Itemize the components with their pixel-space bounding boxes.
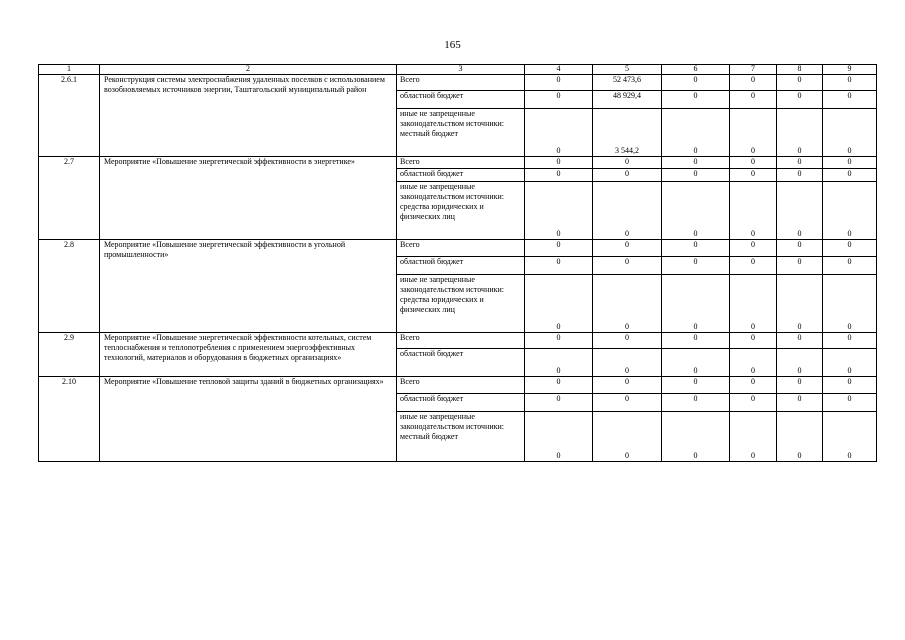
- column-header: 9: [823, 65, 877, 75]
- budget-table: [38, 64, 877, 462]
- funding-source: областной бюджет: [397, 394, 525, 412]
- value-cell: 0: [593, 333, 662, 349]
- value-cell: 0: [777, 412, 823, 462]
- value-cell: 0: [525, 157, 593, 169]
- value-cell: 0: [662, 109, 730, 157]
- column-header: 5: [593, 65, 662, 75]
- value-cell: 0: [823, 240, 877, 257]
- value-cell: 0: [593, 394, 662, 412]
- item-code: 2.10: [39, 377, 100, 462]
- value-cell: 0: [777, 377, 823, 394]
- value-cell: 0: [525, 349, 593, 377]
- value-cell: 0: [593, 377, 662, 394]
- value-cell: 0: [525, 257, 593, 275]
- value-cell: 48 929,4: [593, 91, 662, 109]
- item-title: Мероприятие «Повышение энергетической эффективности котельных, систем теплоснабжения и теплопотребления с применением энергоэффективных технологий, материалов и оборудования в бюджетных организациях»: [100, 333, 397, 377]
- value-cell: 0: [823, 257, 877, 275]
- value-cell: 0: [823, 275, 877, 333]
- item-code: 2.9: [39, 333, 100, 377]
- value-cell: 0: [593, 275, 662, 333]
- value-cell: 0: [662, 240, 730, 257]
- funding-source: Всего: [397, 377, 525, 394]
- value-cell: 0: [823, 75, 877, 91]
- funding-source: областной бюджет: [397, 91, 525, 109]
- value-cell: 0: [593, 412, 662, 462]
- table-row: [39, 377, 877, 394]
- item-title: Мероприятие «Повышение тепловой защиты зданий в бюджетных организациях»: [100, 377, 397, 462]
- value-cell: 0: [823, 377, 877, 394]
- value-cell: 0: [662, 275, 730, 333]
- value-cell: 0: [823, 91, 877, 109]
- value-cell: 0: [730, 157, 777, 169]
- value-cell: 0: [823, 169, 877, 182]
- value-cell: 0: [730, 412, 777, 462]
- value-cell: 0: [662, 157, 730, 169]
- value-cell: 0: [730, 394, 777, 412]
- value-cell: 0: [777, 169, 823, 182]
- funding-source: иные не запрещенные законодательством источники: местный бюджет: [397, 412, 525, 462]
- value-cell: 0: [525, 169, 593, 182]
- item-title: Мероприятие «Повышение энергетической эффективности в угольной промышленности»: [100, 240, 397, 333]
- funding-source: иные не запрещенные законодательством источники: средства юридических и физических лиц: [397, 182, 525, 240]
- funding-source: областной бюджет: [397, 257, 525, 275]
- page-number: 165: [444, 39, 461, 51]
- funding-source: Всего: [397, 157, 525, 169]
- value-cell: 0: [593, 257, 662, 275]
- value-cell: 0: [593, 240, 662, 257]
- funding-source: Всего: [397, 75, 525, 91]
- value-cell: 0: [730, 109, 777, 157]
- column-header: 7: [730, 65, 777, 75]
- value-cell: 0: [525, 182, 593, 240]
- value-cell: 0: [777, 349, 823, 377]
- value-cell: 0: [593, 349, 662, 377]
- value-cell: 0: [777, 75, 823, 91]
- value-cell: 0: [823, 182, 877, 240]
- column-header: 3: [397, 65, 525, 75]
- funding-source: Всего: [397, 240, 525, 257]
- value-cell: 0: [662, 377, 730, 394]
- value-cell: 0: [525, 333, 593, 349]
- value-cell: 0: [777, 91, 823, 109]
- value-cell: 0: [777, 109, 823, 157]
- value-cell: 0: [662, 75, 730, 91]
- column-header: 6: [662, 65, 730, 75]
- value-cell: 0: [525, 412, 593, 462]
- value-cell: 0: [730, 182, 777, 240]
- value-cell: 0: [730, 333, 777, 349]
- value-cell: 0: [525, 377, 593, 394]
- funding-source: областной бюджет: [397, 169, 525, 182]
- value-cell: 0: [730, 257, 777, 275]
- value-cell: 0: [823, 333, 877, 349]
- table-row: [39, 240, 877, 257]
- value-cell: 0: [593, 169, 662, 182]
- value-cell: 0: [823, 349, 877, 377]
- item-title: Реконструкция системы электроснабжения удаленных поселков с использованием возобновляемых источников энергии, Таштагольский муниципальный район: [100, 75, 397, 157]
- value-cell: 0: [777, 240, 823, 257]
- value-cell: 0: [662, 91, 730, 109]
- value-cell: 0: [730, 349, 777, 377]
- value-cell: 0: [777, 157, 823, 169]
- item-code: 2.6.1: [39, 75, 100, 157]
- item-title: Мероприятие «Повышение энергетической эффективности в энергетике»: [100, 157, 397, 240]
- value-cell: 0: [662, 412, 730, 462]
- column-header: 4: [525, 65, 593, 75]
- funding-source: областной бюджет: [397, 349, 525, 377]
- value-cell: 0: [730, 169, 777, 182]
- value-cell: 0: [730, 377, 777, 394]
- value-cell: 0: [525, 275, 593, 333]
- value-cell: 0: [525, 240, 593, 257]
- value-cell: 0: [730, 240, 777, 257]
- value-cell: 52 473,6: [593, 75, 662, 91]
- value-cell: 0: [662, 349, 730, 377]
- value-cell: 3 544,2: [593, 109, 662, 157]
- value-cell: 0: [823, 157, 877, 169]
- value-cell: 0: [593, 157, 662, 169]
- table-header-row: [39, 65, 877, 75]
- value-cell: 0: [777, 275, 823, 333]
- table-row: [39, 157, 877, 169]
- item-code: 2.7: [39, 157, 100, 240]
- value-cell: 0: [525, 91, 593, 109]
- table-row: [39, 333, 877, 349]
- value-cell: 0: [777, 394, 823, 412]
- value-cell: 0: [777, 182, 823, 240]
- column-header: 2: [100, 65, 397, 75]
- value-cell: 0: [777, 333, 823, 349]
- value-cell: 0: [525, 109, 593, 157]
- column-header: 1: [39, 65, 100, 75]
- funding-source: иные не запрещенные законодательством источники: местный бюджет: [397, 109, 525, 157]
- value-cell: 0: [823, 394, 877, 412]
- value-cell: 0: [593, 182, 662, 240]
- funding-source: Всего: [397, 333, 525, 349]
- value-cell: 0: [525, 75, 593, 91]
- value-cell: 0: [662, 257, 730, 275]
- value-cell: 0: [662, 169, 730, 182]
- funding-source: иные не запрещенные законодательством источники: средства юридических и физических лиц: [397, 275, 525, 333]
- column-header: 8: [777, 65, 823, 75]
- value-cell: 0: [823, 109, 877, 157]
- value-cell: 0: [525, 394, 593, 412]
- table-row: [39, 75, 877, 91]
- value-cell: 0: [730, 275, 777, 333]
- value-cell: 0: [662, 394, 730, 412]
- value-cell: 0: [823, 412, 877, 462]
- value-cell: 0: [662, 333, 730, 349]
- value-cell: 0: [662, 182, 730, 240]
- item-code: 2.8: [39, 240, 100, 333]
- value-cell: 0: [730, 91, 777, 109]
- value-cell: 0: [730, 75, 777, 91]
- value-cell: 0: [777, 257, 823, 275]
